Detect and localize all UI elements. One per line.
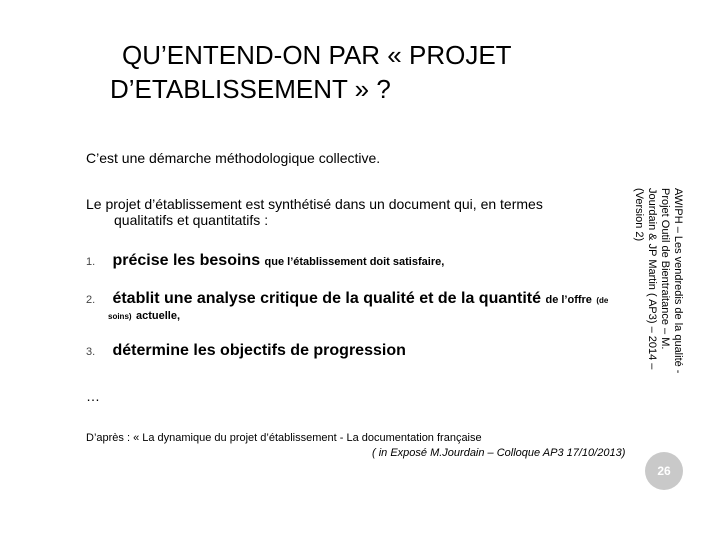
description-line-2: qualitatifs et quantitatifs : <box>114 212 269 228</box>
vertical-footer-text: AWIPH – Les vendredis de la qualité - Projet Outil de Bientraitance – M. Jourdain & JP Martin ( AP3) – 2014 – (Version 2) <box>633 188 684 374</box>
list-item-2-tail: actuelle, <box>136 310 181 322</box>
list-number-2: 2. <box>86 294 96 306</box>
intro-text: C’est une démarche méthodologique collective. <box>86 150 381 166</box>
description-paragraph <box>86 196 656 228</box>
list-item-3-bold: détermine les objectifs de progression <box>112 342 406 359</box>
page-number-badge: 26 <box>645 452 683 490</box>
list-item-2-paren: (de <box>596 296 609 305</box>
list-item-1-bold: précise les besoins <box>112 252 261 269</box>
list-number-1: 1. <box>86 256 96 268</box>
list-item-2-bold: établit une analyse critique de la qualité et de la quantité <box>112 290 542 307</box>
slide-title-line-2: D’ETABLISSEMENT » ? <box>110 74 391 104</box>
list-item-2-continuation <box>108 306 180 324</box>
slide-title <box>110 38 610 106</box>
list-item-1-rest: que l’établissement doit satisfaire, <box>264 256 445 268</box>
list-item-2-rest: de l’offre <box>545 294 592 306</box>
list-item-2-tiny: soins) <box>108 312 132 321</box>
list-item-3 <box>86 342 406 360</box>
ellipsis: … <box>86 388 100 404</box>
source-line-1: D’après : « La dynamique du projet d’établissement - La documentation française <box>86 432 482 444</box>
source-line-2: ( in Exposé M.Jourdain – Colloque AP3 17/10/2013) <box>372 447 626 459</box>
list-number-3: 3. <box>86 346 96 358</box>
description-line-1: Le projet d’établissement est synthétisé dans un document qui, en termes <box>86 196 543 212</box>
list-item-1 <box>86 252 444 270</box>
slide-title-line-1: QU’ENTEND-ON PAR « PROJET <box>122 40 512 70</box>
